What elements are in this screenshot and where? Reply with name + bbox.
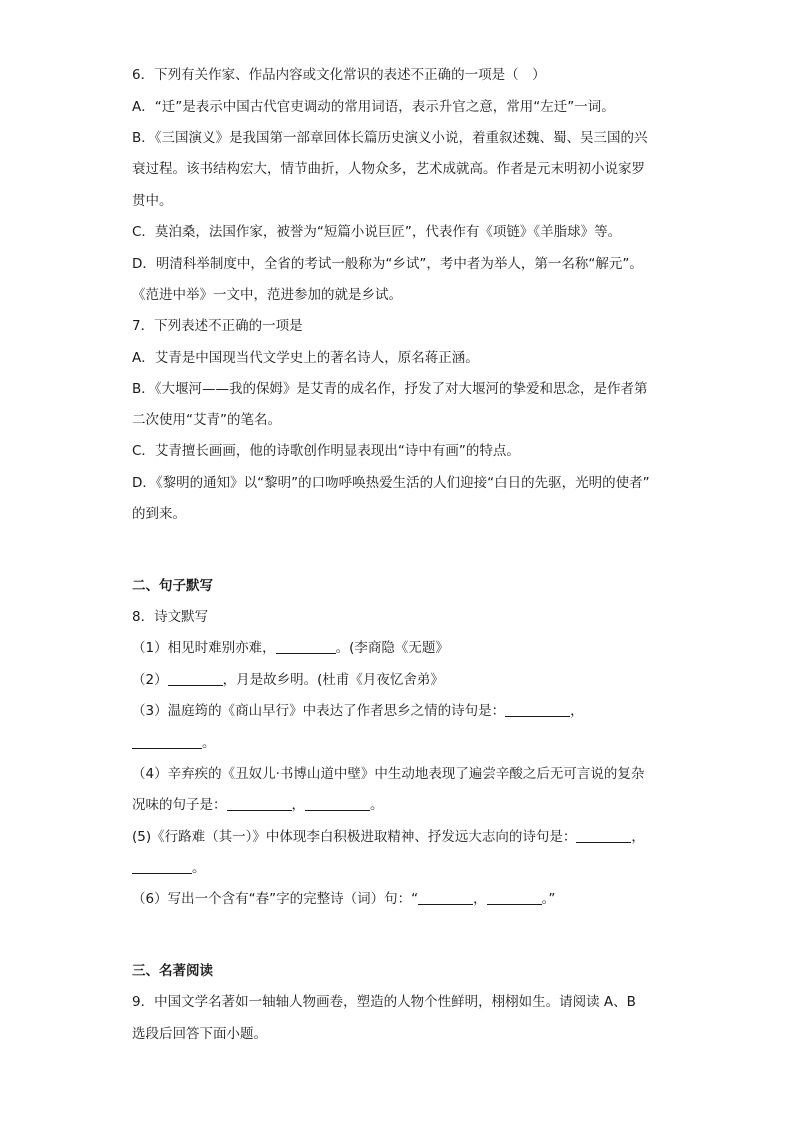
q6-option-a: A．“迁”是表示中国古代官吏调动的常用词语，表示升官之意，常用“左迁”一词。 [132,99,615,115]
q8-item-1-source: 。(李商隐《无题》 [335,640,449,656]
comma: ， [570,703,584,719]
q8-item-1 [132,638,672,658]
section-3-title: 三、名著阅读 [132,963,213,979]
q8-item-4-line2 [132,795,672,815]
q8-item-3 [132,701,672,721]
period: 。 [192,860,206,876]
answer-blank[interactable] [305,796,370,811]
q8-item-4-text: 况味的句子是： [132,797,227,813]
q9-stem-line2: 选段后回答下面小题。 [132,1026,267,1042]
q8-stem: 8．诗文默写 [132,609,209,625]
answer-blank[interactable] [168,671,223,686]
answer-blank[interactable] [487,890,542,905]
q8-item-4: （4）辛弃疾的《丑奴儿·书博山道中壁》中生动地表现了遍尝辛酸之后无可言说的复杂 [132,766,645,782]
q6-option-d-line2: 《范进中举》一文中，范进参加的就是乡试。 [132,287,402,303]
q8-item-2-text: ，月是故乡明。(杜甫《月夜忆舍弟》 [222,672,444,688]
section-2-title: 二、句子默写 [132,578,213,594]
q8-item-6-text: （6）写出一个含有“春”字的完整诗（词）句：“ [132,891,419,907]
closing-quote: 。” [541,891,556,907]
q7-option-c: C．艾青擅长画画，他的诗歌创作明显表现出“诗中有画”的特点。 [132,443,520,459]
q6-option-d-line1: D．明清科举制度中，全省的考试一般称为“乡试”，考中者为举人，第一名称“解元”。 [132,256,643,272]
q8-item-5-text: (5)《行路难（其一）》中体现李白积极进取精神、抒发远大志向的诗句是： [132,829,577,845]
q8-item-3-text: （3）温庭筠的《商山早行》中表达了作者思乡之情的诗句是： [132,703,506,719]
q7-option-b-line1: B．《大堰河——我的保姆》是艾青的成名作，抒发了对大堰河的挚爱和思念，是作者第 [132,381,648,397]
q9-stem-line1: 9．中国文学名著如一轴轴人物画卷，塑造的人物个性鲜明，栩栩如生。请阅读 A、B [132,994,636,1010]
comma: ， [473,891,487,907]
q7-option-b-line2: 二次使用“艾青”的笔名。 [132,412,281,428]
answer-blank[interactable] [132,859,192,874]
answer-blank[interactable] [505,702,570,717]
q6-option-b-line3: 贯中。 [132,193,173,209]
q8-item-5 [132,827,672,847]
q6-stem: 6．下列有关作家、作品内容或文化常识的表述不正确的一项是（ ） [132,67,546,83]
comma: ， [291,797,305,813]
period: 。 [202,735,216,751]
q8-item-5-line2 [132,858,672,878]
q6-option-c: C．莫泊桑，法国作家，被誉为“短篇小说巨匠”，代表作有《项链》《羊脂球》等。 [132,224,622,240]
q7-option-d-line1: D．《黎明的通知》以“黎明”的口吻呼唤热爱生活的人们迎接“白日的先驱，光明的使者” [132,475,650,491]
q7-stem: 7．下列表述不正确的一项是 [132,318,303,334]
q6-option-b-line1: B．《三国演义》是我国第一部章回体长篇历史演义小说，着重叙述魏、蜀、吴三国的兴 [132,130,648,146]
answer-blank[interactable] [227,796,292,811]
q7-option-a: A．艾青是中国现当代文学史上的著名诗人，原名蒋正涵。 [132,350,479,366]
answer-blank[interactable] [132,734,202,749]
q8-item-6 [132,889,672,909]
period: 。 [370,797,384,813]
q8-item-1-text: （1）相见时难别亦难， [132,640,276,656]
q6-option-b-line2: 衰过程。该书结构宏大，情节曲折，人物众多，艺术成就高。作者是元末明初小说家罗 [132,161,645,177]
q7-option-d-line2: 的到来。 [132,506,186,522]
comma: ， [631,829,645,845]
answer-blank[interactable] [576,828,631,843]
q8-item-2-label: （2） [132,672,168,688]
q8-item-3-line2 [132,733,672,753]
q8-item-2 [132,670,672,690]
answer-blank[interactable] [276,639,336,654]
answer-blank[interactable] [418,890,473,905]
